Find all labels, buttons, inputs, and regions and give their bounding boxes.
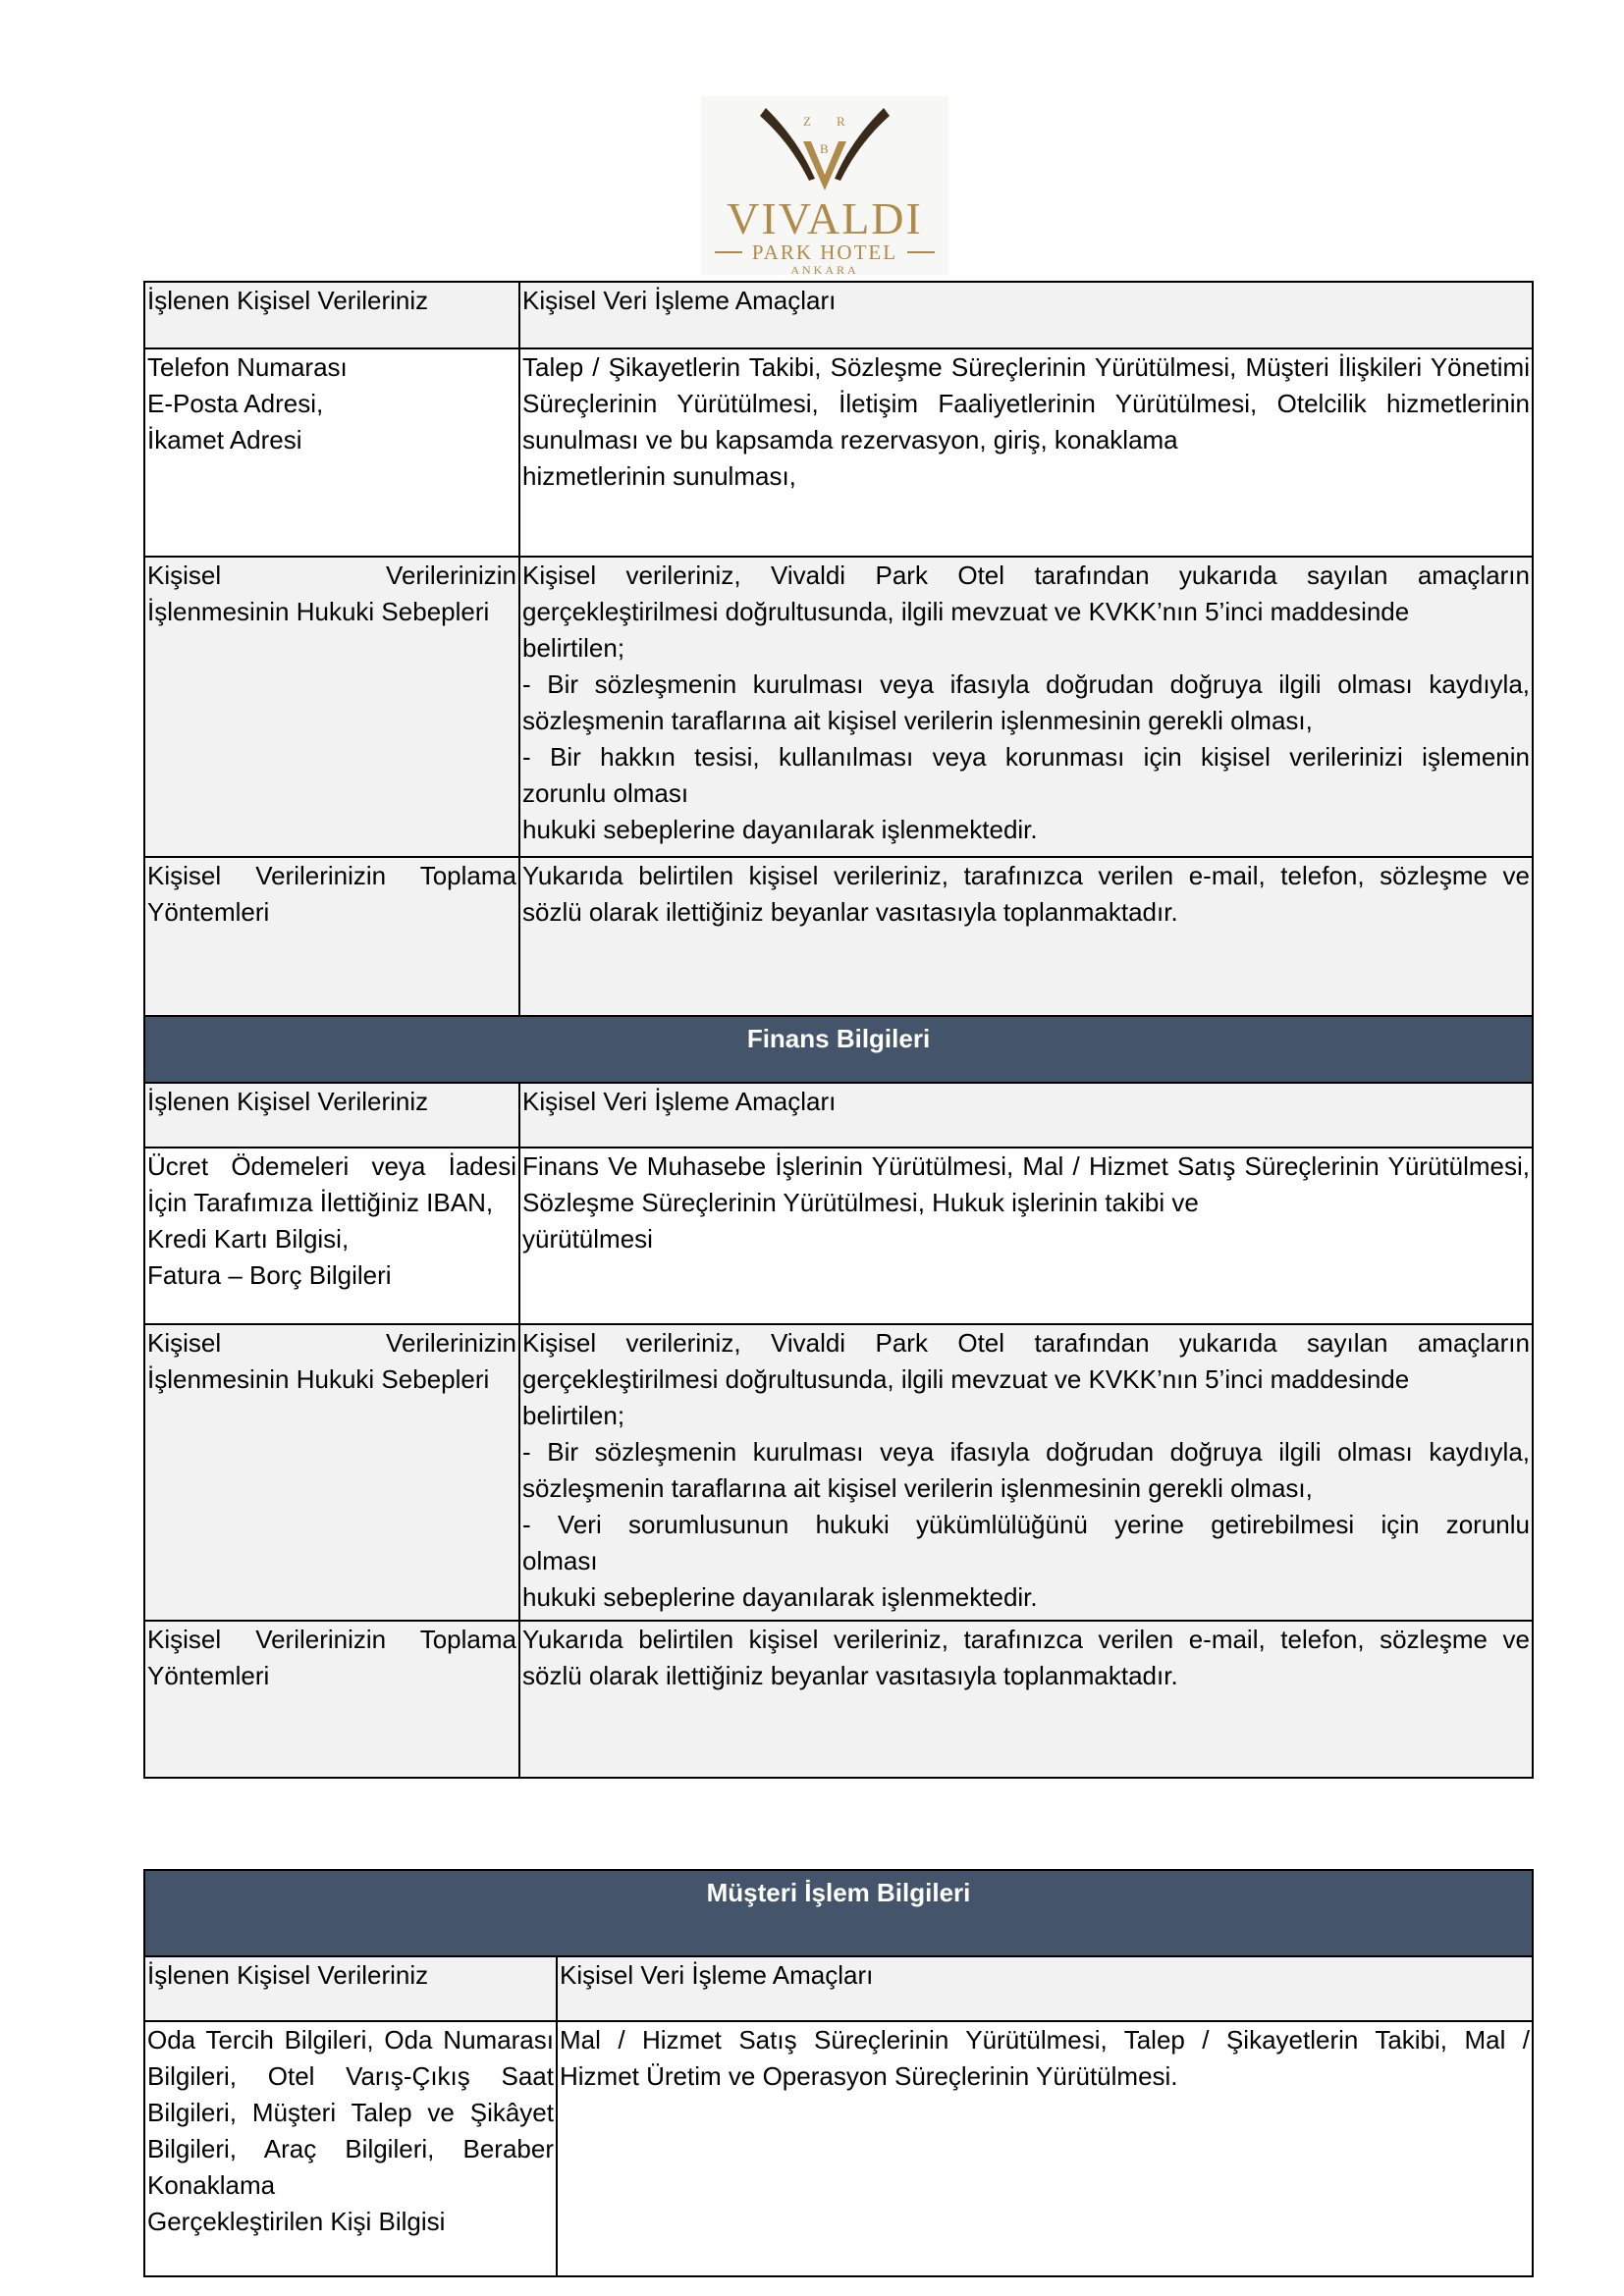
logo-graphic bbox=[701, 96, 948, 275]
data-item: Ücret Ödemeleri veya İadesi bbox=[147, 1151, 516, 1181]
purpose-text-end: Hizmet Üretim ve Operasyon Süreçlerinin Yürütülmesi. bbox=[560, 2061, 1178, 2091]
section-contact-table bbox=[143, 281, 1534, 1779]
collection-method-label: Kişisel Verilerinizin Toplama Yöntemleri bbox=[144, 1621, 519, 1778]
logo-subtitle: PARK HOTEL bbox=[751, 240, 898, 264]
purpose-text-end: yürütülmesi bbox=[522, 1224, 653, 1254]
purpose-text: Talep / Şikayetlerin Takibi, Sözleşme Süreçlerinin Yürütülmesi, Müşteri İlişkileri Yönetimi Süreçlerinin Yürütülmesi, İletişim Faaliyetlerinin Yürütülmesi, Otelcilik hizmetlerinin sunulması ve bu kapsamda rezervasyon, giriş, konaklama bbox=[522, 352, 1530, 454]
table-row bbox=[144, 2021, 1533, 2276]
legal-basis-label: Kişisel Verilerinizin İşlenmesinin Hukuki Sebepleri bbox=[144, 557, 519, 857]
table-header-row bbox=[144, 282, 1533, 348]
table-header-row bbox=[144, 1083, 1533, 1148]
purpose-text: Finans Ve Muhasebe İşlerinin Yürütülmesi, Mal / Hizmet Satış Süreçlerinin Yürütülmesi, Sözleşme Süreçlerinin Yürütülmesi, Hukuk işlerinin takibi ve bbox=[522, 1151, 1530, 1217]
legal-basis-label: Kişisel Verilerinizin İşlenmesinin Hukuki Sebepleri bbox=[144, 1324, 519, 1621]
collection-method-text: Yukarıda belirtilen kişisel verileriniz, tarafınızca verilen e-mail, telefon, sözleşme ve sözlü olarak ilettiğiniz beyanlar vasıtasıyla toplanmaktadır. bbox=[519, 1621, 1533, 1778]
section-band-row bbox=[144, 1870, 1533, 1956]
table-row bbox=[144, 557, 1533, 857]
section-title-customer: Müşteri İşlem Bilgileri bbox=[144, 1870, 1533, 1956]
section-title-finance: Finans Bilgileri bbox=[144, 1016, 1533, 1083]
data-item: Kredi Kartı Bilgisi, bbox=[147, 1224, 350, 1254]
data-item: Fatura – Borç Bilgileri bbox=[147, 1260, 392, 1290]
table-row bbox=[144, 348, 1533, 557]
hotel-logo bbox=[701, 96, 948, 275]
section-band-row bbox=[144, 1016, 1533, 1083]
data-item: İçin Tarafımıza İlettiğiniz IBAN, bbox=[147, 1188, 494, 1217]
section-customer-table bbox=[143, 1869, 1534, 2277]
data-item-end: Gerçekleştirilen Kişi Bilgisi bbox=[147, 2207, 446, 2236]
data-cell-left bbox=[144, 2021, 557, 2276]
header-left: İşlenen Kişisel Verileriniz bbox=[144, 1956, 557, 2021]
logo-initial-b: B bbox=[820, 141, 829, 156]
logo-city: ANKARA bbox=[790, 263, 859, 275]
table-header-row bbox=[144, 1956, 1533, 2021]
header-left: İşlenen Kişisel Verileriniz bbox=[144, 1083, 519, 1148]
data-cell-right bbox=[519, 1148, 1533, 1324]
collection-method-label: Kişisel Verilerinizin Toplama Yöntemleri bbox=[144, 857, 519, 1016]
table-row bbox=[144, 1324, 1533, 1621]
header-left: İşlenen Kişisel Verileriniz bbox=[144, 282, 519, 348]
table-row bbox=[144, 857, 1533, 1016]
collection-method-text: Yukarıda belirtilen kişisel verileriniz, tarafınızca verilen e-mail, telefon, sözleşme ve sözlü olarak ilettiğiniz beyanlar vasıtasıyla toplanmaktadır. bbox=[519, 857, 1533, 1016]
logo-initial-r: R bbox=[837, 114, 845, 129]
data-cell-right bbox=[519, 348, 1533, 557]
logo-name: VIVALDI bbox=[727, 193, 923, 243]
data-item: İkamet Adresi bbox=[147, 425, 302, 454]
table-row bbox=[144, 1621, 1533, 1778]
data-item: Oda Tercih Bilgileri, Oda Numarası Bilgileri, Otel Varış-Çıkış Saat Bilgileri, Müşteri Talep ve Şikâyet Bilgileri, Araç Bilgileri, Beraber Konaklama bbox=[147, 2025, 554, 2200]
table-row bbox=[144, 1148, 1533, 1324]
header-right: Kişisel Veri İşleme Amaçları bbox=[519, 282, 1533, 348]
data-item: Telefon Numarası bbox=[147, 352, 348, 382]
data-cell-left bbox=[144, 348, 519, 557]
legal-basis-text: Kişisel verileriniz, Vivaldi Park Otel tarafından yukarıda sayılan amaçların gerçekleştirilmesi doğrultusunda, ilgili mevzuat ve KVKK’nın 5’inci maddesinde belirtilen; - Bir sözleşmenin kurulması veya ifasıyla doğrudan doğruya ilgili olması kaydıyla, sözleşmenin taraflarına ait kişisel verilerin işlenmesinin gerekli olması, - Veri sorumlusunun hukuki yükümlülüğünü yerine getirebilmesi için zorunlu olması hukuki sebeplerine dayanılarak işlenmektedir. bbox=[519, 1324, 1533, 1621]
header-right: Kişisel Veri İşleme Amaçları bbox=[557, 1956, 1533, 2021]
legal-basis-text: Kişisel verileriniz, Vivaldi Park Otel tarafından yukarıda sayılan amaçların gerçekleştirilmesi doğrultusunda, ilgili mevzuat ve KVKK’nın 5’inci maddesinde belirtilen; - Bir sözleşmenin kurulması veya ifasıyla doğrudan doğruya ilgili olması kaydıyla, sözleşmenin taraflarına ait kişisel verilerin işlenmesinin gerekli olması, - Bir hakkın tesisi, kullanılması veya korunması için kişisel verilerinizi işlemenin zorunlu olması hukuki sebeplerine dayanılarak işlenmektedir. bbox=[519, 557, 1533, 857]
purpose-text-end: hizmetlerinin sunulması, bbox=[522, 461, 796, 491]
purpose-text: Mal / Hizmet Satış Süreçlerinin Yürütülmesi, Talep / Şikayetlerin Takibi, Mal / bbox=[560, 2025, 1530, 2055]
data-cell-right bbox=[557, 2021, 1533, 2276]
data-item: E-Posta Adresi, bbox=[147, 389, 324, 418]
header-right: Kişisel Veri İşleme Amaçları bbox=[519, 1083, 1533, 1148]
logo-initial-z: Z bbox=[803, 114, 811, 129]
data-cell-left bbox=[144, 1148, 519, 1324]
